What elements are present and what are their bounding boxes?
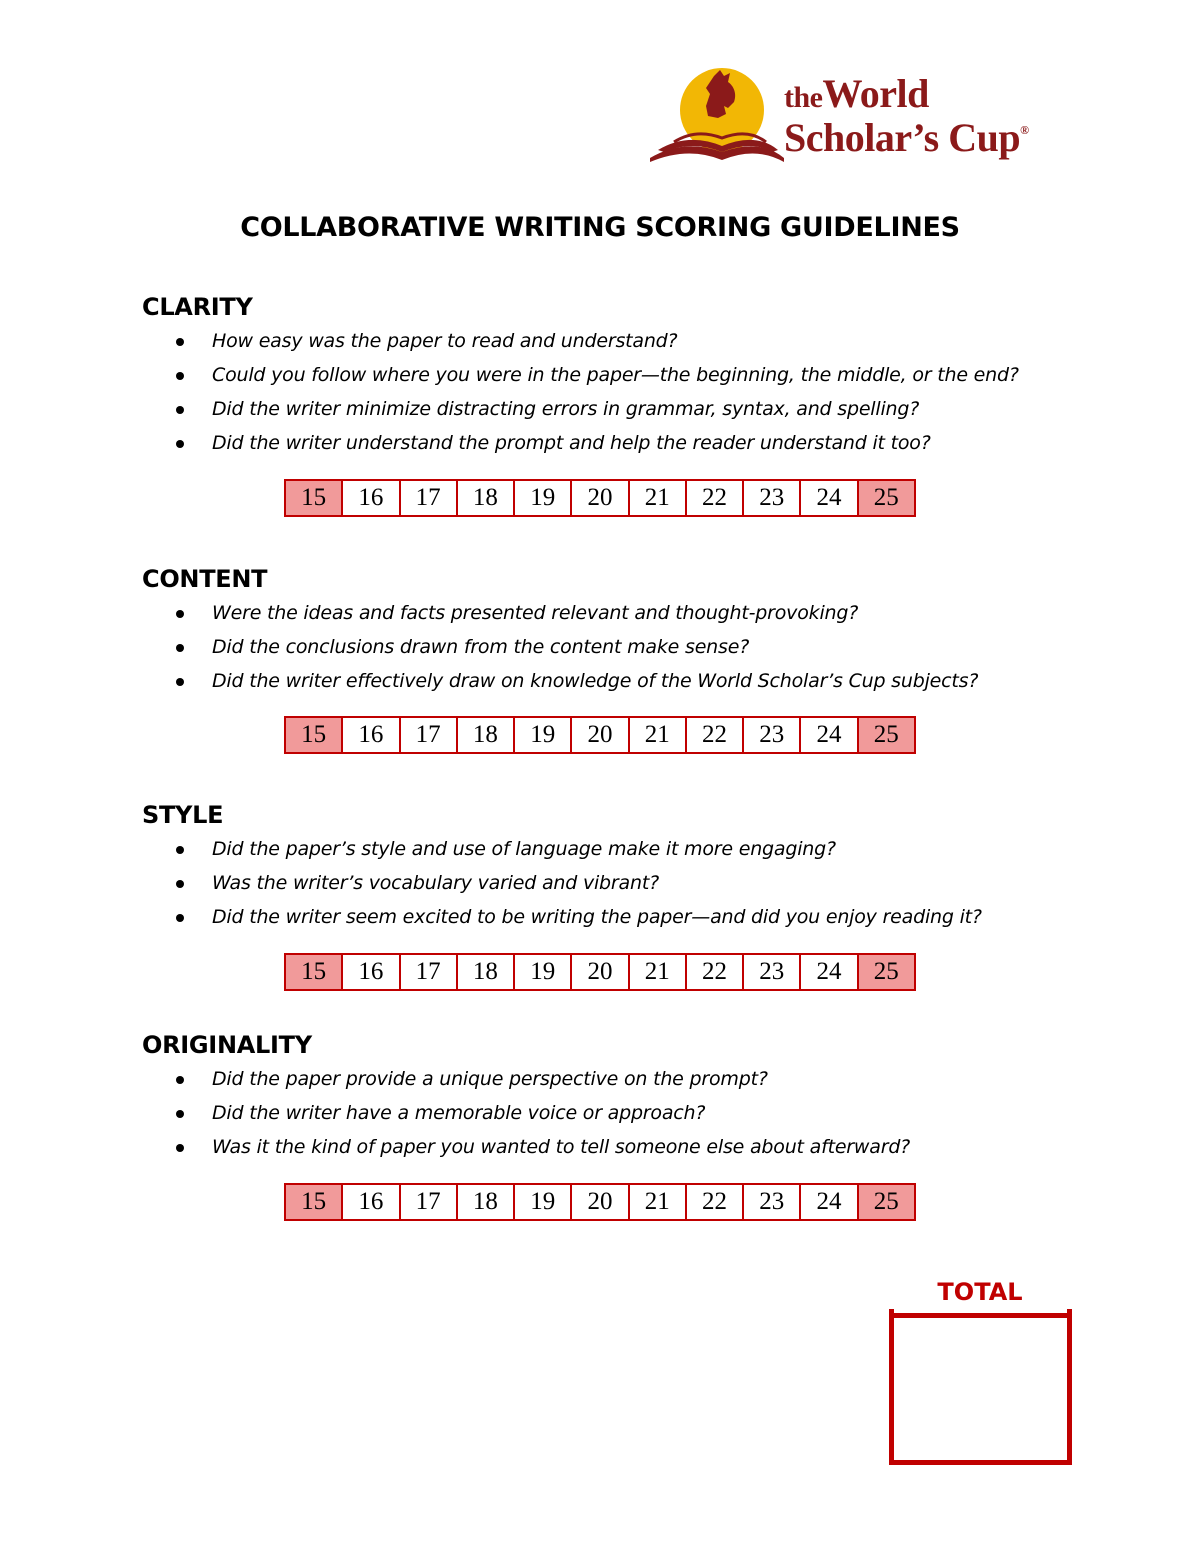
logo-word-world: World xyxy=(822,71,929,116)
score-cell[interactable]: 22 xyxy=(685,955,742,989)
score-cell[interactable]: 16 xyxy=(341,718,398,752)
score-cell[interactable]: 23 xyxy=(742,1185,799,1219)
question-item: Did the paper provide a unique perspective on the prompt? xyxy=(142,1062,1102,1096)
score-cell[interactable]: 18 xyxy=(456,718,513,752)
total-score-box[interactable] xyxy=(889,1313,1072,1465)
score-cell[interactable]: 16 xyxy=(341,955,398,989)
score-cell[interactable]: 15 xyxy=(286,481,341,515)
score-cell[interactable]: 21 xyxy=(628,718,685,752)
score-cell[interactable]: 15 xyxy=(286,955,341,989)
score-cell[interactable]: 19 xyxy=(513,481,570,515)
question-list xyxy=(142,324,1102,460)
score-cell[interactable]: 19 xyxy=(513,1185,570,1219)
score-cell[interactable]: 25 xyxy=(857,955,914,989)
question-item: Did the writer minimize distracting errors in grammar, syntax, and spelling? xyxy=(142,392,1102,426)
question-item: Did the writer have a memorable voice or approach? xyxy=(142,1096,1102,1130)
score-cell[interactable]: 20 xyxy=(570,955,627,989)
score-scale-originality xyxy=(284,1183,916,1221)
question-item: Could you follow where you were in the paper—the beginning, the middle, or the end? xyxy=(142,358,1102,392)
score-cell[interactable]: 24 xyxy=(799,955,856,989)
question-item: Did the conclusions drawn from the content make sense? xyxy=(142,630,1102,664)
score-cell[interactable]: 18 xyxy=(456,955,513,989)
question-item: How easy was the paper to read and understand? xyxy=(142,324,1102,358)
score-cell[interactable]: 17 xyxy=(399,481,456,515)
logo-word-scholars-cup: Scholar’s Cup xyxy=(784,115,1021,160)
score-cell[interactable]: 19 xyxy=(513,718,570,752)
section-heading: CONTENT xyxy=(142,565,268,593)
section-originality xyxy=(142,1028,1102,1164)
section-heading: STYLE xyxy=(142,801,224,829)
score-cell[interactable]: 17 xyxy=(399,1185,456,1219)
score-cell[interactable]: 22 xyxy=(685,481,742,515)
question-item: Did the writer effectively draw on knowledge of the World Scholar’s Cup subjects? xyxy=(142,664,1102,698)
score-cell[interactable]: 21 xyxy=(628,955,685,989)
score-cell[interactable]: 23 xyxy=(742,718,799,752)
question-item: Did the paper’s style and use of language make it more engaging? xyxy=(142,832,1102,866)
score-cell[interactable]: 24 xyxy=(799,481,856,515)
page-title: COLLABORATIVE WRITING SCORING GUIDELINES xyxy=(240,212,960,243)
score-cell[interactable]: 20 xyxy=(570,481,627,515)
section-clarity xyxy=(142,290,1102,460)
score-cell[interactable]: 24 xyxy=(799,1185,856,1219)
score-cell[interactable]: 19 xyxy=(513,955,570,989)
score-cell[interactable]: 25 xyxy=(857,1185,914,1219)
logo-word-the: the xyxy=(784,81,823,114)
question-item: Did the writer understand the prompt and help the reader understand it too? xyxy=(142,426,1102,460)
section-heading: CLARITY xyxy=(142,293,253,321)
score-cell[interactable]: 25 xyxy=(857,718,914,752)
score-cell[interactable]: 16 xyxy=(341,1185,398,1219)
score-scale-content xyxy=(284,716,916,754)
question-list xyxy=(142,1062,1102,1164)
logo-emblem-icon xyxy=(644,66,784,166)
question-item: Did the writer seem excited to be writing the paper—and did you enjoy reading it? xyxy=(142,900,1102,934)
total-label: TOTAL xyxy=(937,1278,1023,1306)
score-cell[interactable]: 20 xyxy=(570,718,627,752)
score-cell[interactable]: 18 xyxy=(456,1185,513,1219)
registered-mark: ® xyxy=(1020,123,1029,137)
score-cell[interactable]: 20 xyxy=(570,1185,627,1219)
section-heading: ORIGINALITY xyxy=(142,1031,312,1059)
score-cell[interactable]: 22 xyxy=(685,718,742,752)
score-cell[interactable]: 21 xyxy=(628,481,685,515)
score-cell[interactable]: 16 xyxy=(341,481,398,515)
score-scale-clarity xyxy=(284,479,916,517)
score-cell[interactable]: 25 xyxy=(857,481,914,515)
score-cell[interactable]: 17 xyxy=(399,718,456,752)
question-item: Were the ideas and facts presented relevant and thought-provoking? xyxy=(142,596,1102,630)
score-cell[interactable]: 23 xyxy=(742,955,799,989)
score-cell[interactable]: 15 xyxy=(286,718,341,752)
score-cell[interactable]: 15 xyxy=(286,1185,341,1219)
score-cell[interactable]: 17 xyxy=(399,955,456,989)
world-scholars-cup-logo xyxy=(644,66,1064,176)
score-cell[interactable]: 24 xyxy=(799,718,856,752)
question-list xyxy=(142,596,1102,698)
score-cell[interactable]: 18 xyxy=(456,481,513,515)
score-cell[interactable]: 22 xyxy=(685,1185,742,1219)
question-item: Was it the kind of paper you wanted to tell someone else about afterward? xyxy=(142,1130,1102,1164)
question-item: Was the writer’s vocabulary varied and vibrant? xyxy=(142,866,1102,900)
score-cell[interactable]: 21 xyxy=(628,1185,685,1219)
section-style xyxy=(142,798,1102,934)
question-list xyxy=(142,832,1102,934)
score-scale-style xyxy=(284,953,916,991)
section-content xyxy=(142,562,1102,698)
score-cell[interactable]: 23 xyxy=(742,481,799,515)
